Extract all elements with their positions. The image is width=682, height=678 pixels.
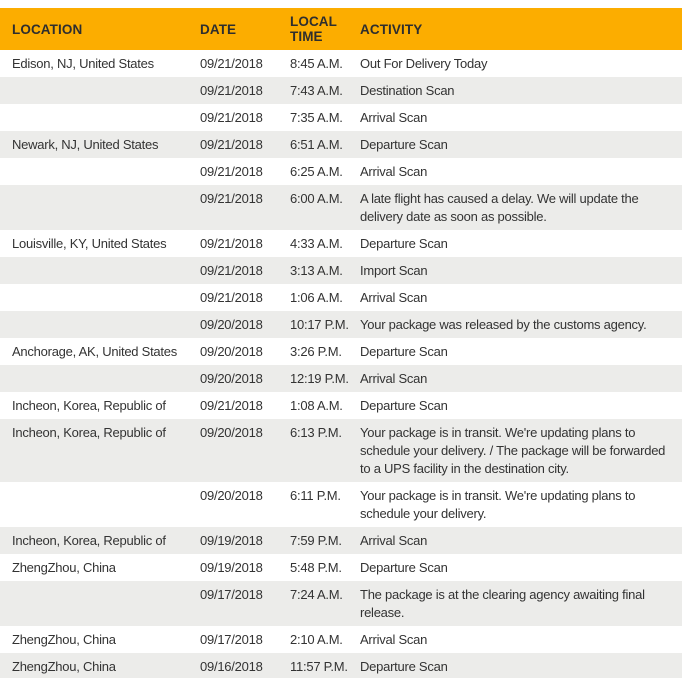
activity-cell: Departure Scan <box>360 398 448 413</box>
table-row <box>0 482 682 527</box>
table-row <box>0 419 682 482</box>
date-cell: 09/20/2018 <box>200 488 263 503</box>
date-cell: 09/21/2018 <box>200 137 263 152</box>
column-header-local-time: LOCAL TIME <box>290 14 337 44</box>
column-header-activity: ACTIVITY <box>360 21 423 37</box>
activity-cell: Departure Scan <box>360 560 448 575</box>
date-cell: 09/21/2018 <box>200 263 263 278</box>
time-cell: 6:11 P.M. <box>290 488 341 503</box>
time-cell: 5:48 P.M. <box>290 560 342 575</box>
time-cell: 7:59 P.M. <box>290 533 342 548</box>
time-cell: 7:24 A.M. <box>290 587 343 602</box>
date-cell: 09/21/2018 <box>200 56 263 71</box>
column-header-date: DATE <box>200 21 237 37</box>
table-row <box>0 311 682 338</box>
date-cell: 09/21/2018 <box>200 191 263 206</box>
location-cell <box>12 487 200 523</box>
time-cell: 7:43 A.M. <box>290 83 343 98</box>
activity-cell: Destination Scan <box>360 83 455 98</box>
table-row <box>0 77 682 104</box>
time-cell: 1:06 A.M. <box>290 290 343 305</box>
table-row <box>0 158 682 185</box>
date-cell: 09/20/2018 <box>200 425 263 440</box>
location-cell <box>12 262 200 280</box>
activity-cell: Your package is in transit. We're updating plans to schedule your delivery. / The package will be forwarded to a UPS facility in the destination city. <box>360 425 666 476</box>
time-cell: 4:33 A.M. <box>290 236 343 251</box>
date-cell: 09/21/2018 <box>200 110 263 125</box>
time-cell: 3:13 A.M. <box>290 263 343 278</box>
date-cell: 09/21/2018 <box>200 236 263 251</box>
table-row <box>0 284 682 311</box>
activity-cell: Arrival Scan <box>360 371 428 386</box>
time-cell: 1:08 A.M. <box>290 398 343 413</box>
table-row <box>0 392 682 419</box>
time-cell: 6:00 A.M. <box>290 191 343 206</box>
activity-cell: Arrival Scan <box>360 110 428 125</box>
time-cell: 2:10 A.M. <box>290 632 343 647</box>
table-row <box>0 50 682 77</box>
date-cell: 09/19/2018 <box>200 560 263 575</box>
table-row <box>0 185 682 230</box>
activity-cell: Your package is in transit. We're updating plans to schedule your delivery. <box>360 488 636 521</box>
time-cell: 3:26 P.M. <box>290 344 342 359</box>
activity-cell: Arrival Scan <box>360 533 428 548</box>
activity-cell: The package is at the clearing agency awaiting final release. <box>360 587 645 620</box>
time-cell: 6:51 A.M. <box>290 137 343 152</box>
time-cell: 8:45 A.M. <box>290 56 343 71</box>
table-row <box>0 131 682 158</box>
activity-cell: Arrival Scan <box>360 290 428 305</box>
table-row <box>0 626 682 653</box>
date-cell: 09/17/2018 <box>200 632 263 647</box>
time-cell: 10:17 P.M. <box>290 317 349 332</box>
activity-cell: Arrival Scan <box>360 632 428 647</box>
location-cell: Incheon, Korea, Republic of <box>12 533 166 548</box>
location-cell: Incheon, Korea, Republic of <box>12 425 166 440</box>
location-cell: Edison, NJ, United States <box>12 56 154 71</box>
activity-cell: Out For Delivery Today <box>360 56 488 71</box>
activity-cell: Import Scan <box>360 263 428 278</box>
time-cell: 6:25 A.M. <box>290 164 343 179</box>
location-cell: Anchorage, AK, United States <box>12 344 177 359</box>
date-cell: 09/21/2018 <box>200 290 263 305</box>
table-row <box>0 230 682 257</box>
time-cell: 6:13 P.M. <box>290 425 342 440</box>
table-row <box>0 554 682 581</box>
activity-cell: Departure Scan <box>360 137 448 152</box>
date-cell: 09/19/2018 <box>200 533 263 548</box>
table-row <box>0 653 682 678</box>
time-cell: 11:57 P.M. <box>290 659 348 674</box>
date-cell: 09/21/2018 <box>200 164 263 179</box>
tracking-table <box>0 8 682 678</box>
table-row <box>0 527 682 554</box>
table-row <box>0 104 682 131</box>
table-row <box>0 257 682 284</box>
location-cell: Louisville, KY, United States <box>12 236 167 251</box>
location-cell <box>12 190 200 226</box>
tracking-table-body <box>0 50 682 678</box>
table-row <box>0 581 682 626</box>
location-cell: Incheon, Korea, Republic of <box>12 398 166 413</box>
activity-cell: Your package was released by the customs agency. <box>360 317 647 332</box>
location-cell <box>12 109 200 127</box>
activity-cell: A late flight has caused a delay. We will update the delivery date as soon as possible. <box>360 191 639 224</box>
date-cell: 09/20/2018 <box>200 344 263 359</box>
activity-cell: Departure Scan <box>360 344 448 359</box>
table-row <box>0 338 682 365</box>
column-header-location: LOCATION <box>12 21 83 37</box>
table-row <box>0 365 682 392</box>
location-cell <box>12 370 200 388</box>
location-cell <box>12 586 200 622</box>
date-cell: 09/20/2018 <box>200 371 263 386</box>
activity-cell: Departure Scan <box>360 659 448 674</box>
date-cell: 09/20/2018 <box>200 317 263 332</box>
time-cell: 7:35 A.M. <box>290 110 343 125</box>
location-cell <box>12 289 200 307</box>
date-cell: 09/16/2018 <box>200 659 263 674</box>
location-cell <box>12 316 200 334</box>
activity-cell: Departure Scan <box>360 236 448 251</box>
location-cell: Newark, NJ, United States <box>12 137 159 152</box>
location-cell: ZhengZhou, China <box>12 659 116 674</box>
date-cell: 09/21/2018 <box>200 83 263 98</box>
activity-cell: Arrival Scan <box>360 164 428 179</box>
location-cell <box>12 82 200 100</box>
date-cell: 09/17/2018 <box>200 587 263 602</box>
location-cell: ZhengZhou, China <box>12 560 116 575</box>
date-cell: 09/21/2018 <box>200 398 263 413</box>
time-cell: 12:19 P.M. <box>290 371 349 386</box>
location-cell <box>12 163 200 181</box>
location-cell: ZhengZhou, China <box>12 632 116 647</box>
table-header <box>0 8 682 50</box>
